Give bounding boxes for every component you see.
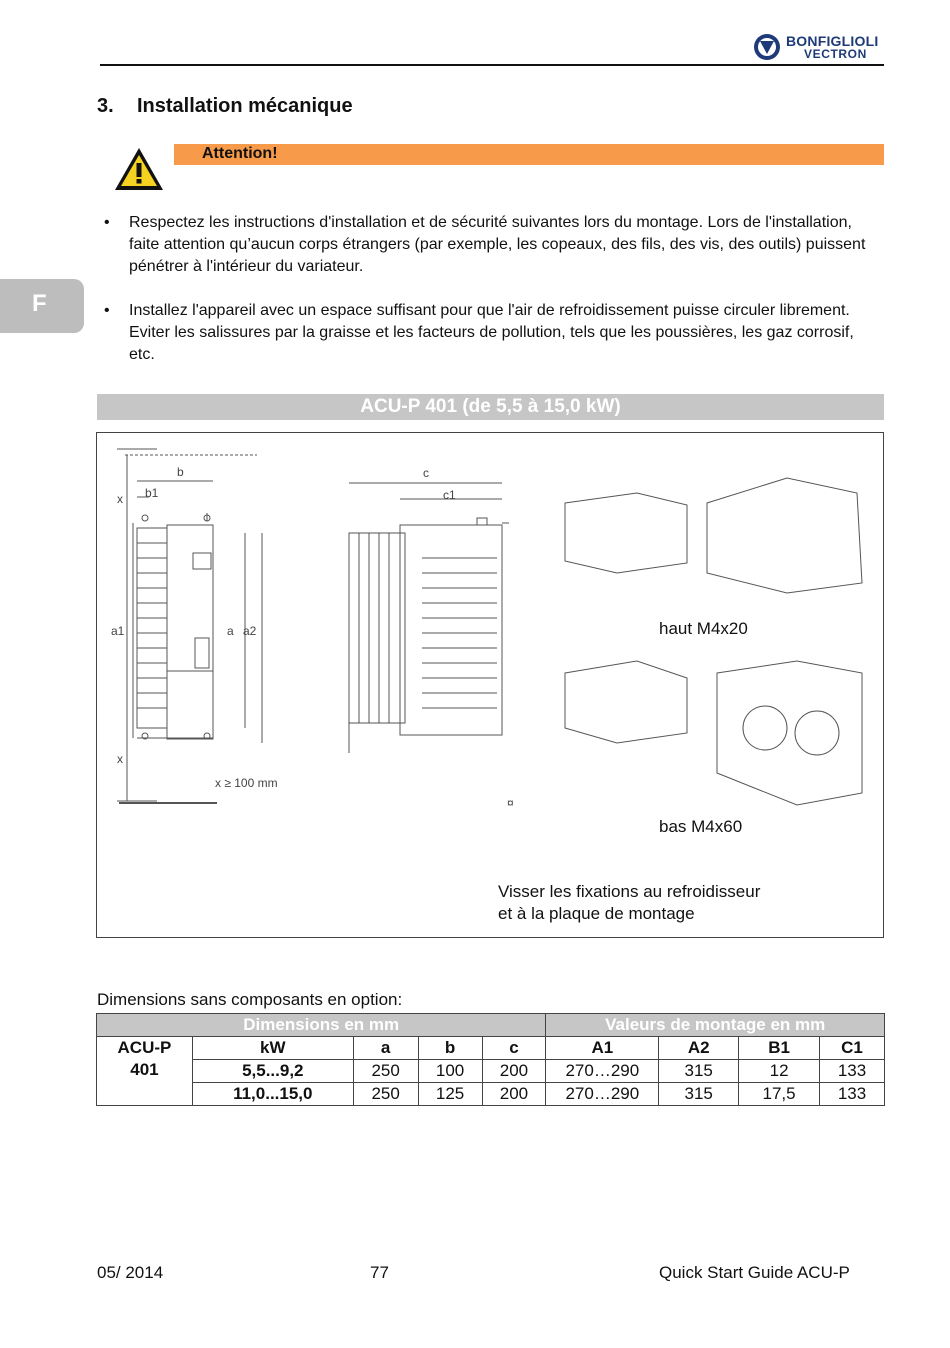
table-cell: 133 <box>820 1060 885 1083</box>
attention-label: Attention! <box>202 145 278 162</box>
footer-doc-title: Quick Start Guide ACU-P <box>659 1263 850 1282</box>
bullet-text: Installez l'appareil avec un espace suffisant pour que l'air de refroidissement puisse circuler librement. Eviter les salissures par la graisse et les facteurs de pollution, tels que les poussières, les gaz corrosif, etc. <box>129 302 854 363</box>
column-header: a <box>353 1037 418 1060</box>
brand-name: BONFIGLIOLI <box>786 33 879 49</box>
dim-label-x-top: x <box>117 492 123 506</box>
section-heading <box>97 95 353 118</box>
table-cell: 270…290 <box>546 1060 659 1083</box>
table-cell: 17,5 <box>739 1083 820 1106</box>
header-rule <box>100 64 884 66</box>
table-cell: 125 <box>418 1083 482 1106</box>
column-header: A2 <box>659 1037 739 1060</box>
model-title: ACU-P 401 (de 5,5 à 15,0 kW) <box>360 396 621 417</box>
attention-banner <box>174 144 884 165</box>
table-cell: 270…290 <box>546 1083 659 1106</box>
bottom-screw-label: bas M4x60 <box>659 817 743 836</box>
table-row <box>97 1060 885 1083</box>
dimensions-table <box>96 1013 885 1106</box>
bullet-dot-icon: • <box>104 214 110 231</box>
table-cell-kw: 11,0...15,0 <box>192 1083 353 1106</box>
bullet-item <box>104 300 864 370</box>
bullet-dot-icon: • <box>104 302 110 319</box>
series-name: ACU-P <box>117 1038 172 1057</box>
mounting-drawing <box>97 433 883 937</box>
group-header-dimensions: Dimensions en mm <box>97 1014 546 1037</box>
dim-label-a2: a2 <box>243 624 257 638</box>
mounting-figure <box>96 432 884 938</box>
table-cell: 250 <box>353 1083 418 1106</box>
table-cell-kw: 5,5...9,2 <box>192 1060 353 1083</box>
column-header: B1 <box>739 1037 820 1060</box>
warning-triangle-icon <box>113 146 165 192</box>
column-header: C1 <box>820 1037 885 1060</box>
bullet-item <box>104 212 864 282</box>
figure-mark: ¤ <box>507 796 514 810</box>
table-cell: 200 <box>482 1060 546 1083</box>
column-header: A1 <box>546 1037 659 1060</box>
group-header-mounting: Valeurs de montage en mm <box>546 1014 885 1037</box>
column-header: c <box>482 1037 546 1060</box>
series-number: 401 <box>130 1060 159 1079</box>
dim-label-a: a <box>227 624 234 638</box>
language-tab <box>0 279 84 333</box>
column-header: kW <box>192 1037 353 1060</box>
section-number: 3. <box>97 95 114 117</box>
clearance-label: x ≥ 100 mm <box>215 776 278 790</box>
model-title-bar <box>97 394 884 420</box>
column-header: b <box>418 1037 482 1060</box>
footer-date: 05/ 2014 <box>97 1263 164 1282</box>
dim-label-c1: c1 <box>443 488 456 502</box>
section-title: Installation mécanique <box>137 95 353 117</box>
logo-emblem-icon <box>752 32 782 62</box>
table-cell: 250 <box>353 1060 418 1083</box>
dimensions-caption: Dimensions sans composants en option: <box>97 990 403 1009</box>
footer-page-number: 77 <box>370 1263 389 1282</box>
dim-label-x-bottom: x <box>117 752 123 766</box>
table-cell: 200 <box>482 1083 546 1106</box>
top-screw-label: haut M4x20 <box>659 619 748 638</box>
table-cell: 315 <box>659 1060 739 1083</box>
bullet-text: Respectez les instructions d'installation et de sécurité suivantes lors du montage. Lors de l'installation, faite attention qu’aucun corps étrangers (par exemple, les copeaux, des fils, des vis, des outils) puissent pénétrer à l'intérieur du variateur. <box>129 214 866 275</box>
brand-subname: VECTRON <box>804 47 867 61</box>
figure-caption-line1: Visser les fixations au refroidisseur <box>498 882 761 901</box>
dim-label-b1: b1 <box>145 486 159 500</box>
table-cell: 100 <box>418 1060 482 1083</box>
dim-label-b: b <box>177 465 184 479</box>
table-cell: 133 <box>820 1083 885 1106</box>
table-cell: 12 <box>739 1060 820 1083</box>
language-tab-label: F <box>32 290 47 317</box>
table-group-row <box>97 1014 885 1037</box>
figure-caption-line2: et à la plaque de montage <box>498 904 695 923</box>
table-header-row <box>97 1037 885 1060</box>
dim-label-a1: a1 <box>111 624 125 638</box>
series-cell <box>97 1037 193 1106</box>
table-cell: 315 <box>659 1083 739 1106</box>
table-row <box>97 1083 885 1106</box>
dim-label-c: c <box>423 466 429 480</box>
brand-logo <box>752 30 886 64</box>
